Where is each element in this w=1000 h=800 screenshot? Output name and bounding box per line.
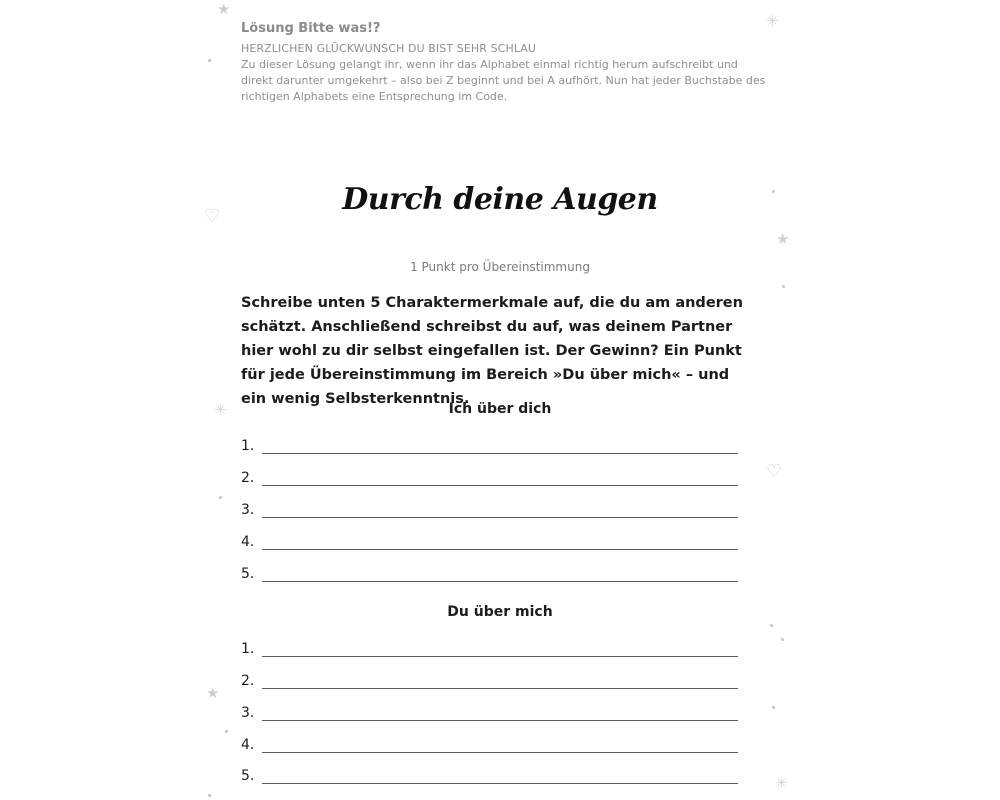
dot-decoration [225, 730, 228, 733]
dot-decoration [208, 59, 211, 62]
dot-decoration [782, 285, 785, 288]
answer-row[interactable] [241, 768, 741, 788]
answer-line[interactable] [262, 752, 738, 753]
answer-line[interactable] [262, 656, 738, 657]
solution-body: Zu dieser Lösung gelangt ihr, wenn ihr das Alphabet einmal richtig herum aufschreibt und direkt darunter umgekehrt – also bei Z beginnt und bei A aufhört. Nun hat jeder Buchstabe des richtigen Alphabets eine Entsprechung im Code. [241, 58, 766, 103]
section-heading-du-ueber-mich: Du über mich [447, 604, 553, 620]
answer-row[interactable] [241, 534, 741, 554]
answer-line[interactable] [262, 720, 738, 721]
answer-row[interactable] [241, 470, 741, 490]
dot-decoration [772, 706, 775, 709]
solution-subtitle: HERZLICHEN GLÜCKWUNSCH DU BIST SEHR SCHLAU [241, 42, 537, 55]
instructions-text: Schreibe unten 5 Charaktermerkmale auf, die du am anderen schätzt. Anschließend schreibst du auf, was deinem Partner hier wohl zu dir selbst eingefallen ist. Der Gewinn? Ein Punkt für jede Übereinstimmung im Bereich »Du über mich« – und ein wenig Selbsterkenntnis. [241, 295, 743, 407]
dot-decoration [219, 496, 222, 499]
answer-line[interactable] [262, 453, 738, 454]
item-number: 5. [241, 768, 255, 784]
solution-title: Lösung Bitte was!? [241, 21, 381, 36]
star-icon: ★ [217, 0, 231, 18]
star-icon: ★ [206, 684, 220, 702]
star-icon: ★ [776, 230, 790, 248]
sparkle-icon: ✳ [214, 401, 227, 419]
item-number: 3. [241, 705, 255, 721]
answer-line[interactable] [262, 549, 738, 550]
heart-icon: ♡ [766, 461, 783, 482]
answer-line[interactable] [262, 783, 738, 784]
answer-line[interactable] [262, 517, 738, 518]
sparkle-icon: ✳ [766, 12, 779, 30]
item-number: 2. [241, 470, 255, 486]
answer-row[interactable] [241, 737, 741, 757]
page-title: Durch deine Augen [342, 182, 658, 217]
answer-row[interactable] [241, 673, 741, 693]
answer-line[interactable] [262, 688, 738, 689]
item-number: 4. [241, 534, 255, 550]
item-number: 2. [241, 673, 255, 689]
heart-icon: ♡ [204, 206, 221, 227]
answer-row[interactable] [241, 502, 741, 522]
answer-row[interactable] [241, 566, 741, 586]
item-number: 5. [241, 566, 255, 582]
answer-row[interactable] [241, 705, 741, 725]
answer-row[interactable] [241, 438, 741, 458]
dot-decoration [208, 794, 211, 797]
section-heading-ich-ueber-dich: Ich über dich [448, 401, 552, 417]
answer-line[interactable] [262, 581, 738, 582]
item-number: 3. [241, 502, 255, 518]
item-number: 1. [241, 438, 255, 454]
points-note: 1 Punkt pro Übereinstimmung [410, 260, 590, 274]
dot-decoration [781, 638, 784, 641]
answer-row[interactable] [241, 641, 741, 661]
sparkle-icon: ✳ [775, 774, 788, 792]
dot-decoration [770, 624, 773, 627]
item-number: 1. [241, 641, 255, 657]
item-number: 4. [241, 737, 255, 753]
answer-line[interactable] [262, 485, 738, 486]
